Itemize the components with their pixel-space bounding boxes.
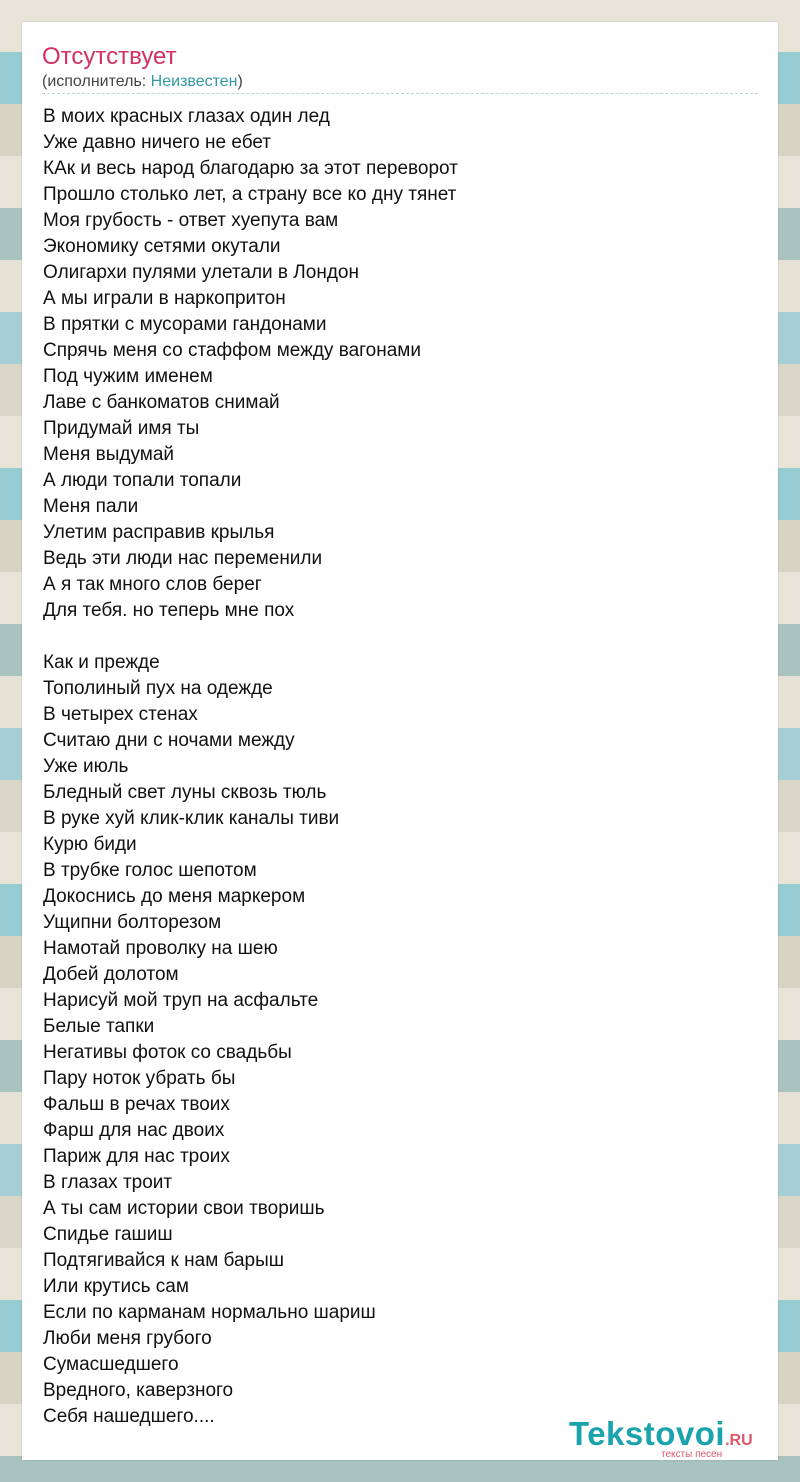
lyric-line: В руке хуй клик-клик каналы тиви: [43, 808, 340, 829]
lyric-line: Докоснись до меня маркером: [43, 886, 306, 907]
lyric-line: Или крутись сам: [43, 1276, 189, 1297]
stanza-break: [43, 624, 743, 650]
logo-tagline: тексты песен: [661, 1449, 723, 1460]
lyric-line: Как и прежде: [43, 652, 160, 673]
lyric-line: Лаве с банкоматов снимай: [43, 392, 280, 413]
lyric-line: Нарисуй мой труп на асфальте: [43, 990, 319, 1011]
lyric-line: Под чужим именем: [43, 366, 213, 387]
lyric-line: А люди топали топали: [43, 470, 242, 491]
lyric-line: Фарш для нас двоих: [43, 1120, 225, 1141]
lyric-line: Сумасшедшего: [43, 1354, 179, 1375]
lyrics-text: [43, 104, 743, 1430]
title-divider: [42, 93, 758, 94]
lyric-line: Курю биди: [43, 834, 137, 855]
lyric-line: Ведь эти люди нас переменили: [43, 548, 323, 569]
lyric-line: Тополиный пух на одежде: [43, 678, 273, 699]
logo-domain: .RU: [725, 1432, 753, 1449]
artist-line: [42, 72, 243, 92]
lyric-line: Моя грубость - ответ хуепута вам: [43, 210, 339, 231]
lyric-line: В глазах троит: [43, 1172, 173, 1193]
lyric-line: В трубке голос шепотом: [43, 860, 257, 881]
lyric-line: Если по карманам нормально шариш: [43, 1302, 376, 1323]
lyric-line: Намотай проволку на шею: [43, 938, 278, 959]
lyric-line: КАк и весь народ благодарю за этот переворот: [43, 158, 458, 179]
logo-main-text: Tekstovoi: [569, 1415, 726, 1452]
lyric-line: Негативы фоток со свадьбы: [43, 1042, 292, 1063]
lyric-line: В моих красных глазах один лед: [43, 106, 330, 127]
lyric-line: Белые тапки: [43, 1016, 155, 1037]
lyric-line: В прятки с мусорами гандонами: [43, 314, 327, 335]
lyric-line: Прошло столько лет, а страну все ко дну тянет: [43, 184, 457, 205]
lyric-line: Добей долотом: [43, 964, 179, 985]
lyric-line: Придумай имя ты: [43, 418, 200, 439]
lyric-line: Для тебя. но теперь мне пох: [43, 600, 295, 621]
lyric-line: Подтягивайся к нам барыш: [43, 1250, 285, 1271]
lyric-line: Меня выдумай: [43, 444, 175, 465]
artist-suffix: ): [237, 73, 243, 90]
artist-prefix: (исполнитель:: [42, 73, 151, 90]
lyric-line: Себя нашедшего....: [43, 1406, 215, 1427]
lyric-line: Вредного, каверзного: [43, 1380, 234, 1401]
song-title: Отсутствует: [42, 43, 177, 70]
lyric-line: А мы играли в наркопритон: [43, 288, 286, 309]
lyric-line: Пару ноток убрать бы: [43, 1068, 236, 1089]
lyric-line: Олигархи пулями улетали в Лондон: [43, 262, 359, 283]
lyric-line: Меня пали: [43, 496, 139, 517]
lyric-line: Уже давно ничего не ебет: [43, 132, 272, 153]
lyric-line: Париж для нас троих: [43, 1146, 230, 1167]
lyric-line: Ущипни болторезом: [43, 912, 222, 933]
lyric-line: В четырех стенах: [43, 704, 198, 725]
lyric-line: Считаю дни с ночами между: [43, 730, 295, 751]
lyric-line: Уже июль: [43, 756, 129, 777]
lyric-line: Экономику сетями окутали: [43, 236, 281, 257]
lyric-line: Люби меня грубого: [43, 1328, 212, 1349]
lyric-line: Бледный свет луны сквозь тюль: [43, 782, 327, 803]
lyric-line: А я так много слов берег: [43, 574, 262, 595]
lyric-line: Улетим расправив крылья: [43, 522, 275, 543]
lyrics-card: [22, 22, 778, 1460]
lyric-line: А ты сам истории свои творишь: [43, 1198, 325, 1219]
lyric-line: Фальш в речах твоих: [43, 1094, 230, 1115]
artist-link[interactable]: Неизвестен: [150, 73, 238, 90]
lyric-line: Спрячь меня со стаффом между вагонами: [43, 340, 421, 361]
lyric-line: Спидье гашиш: [43, 1224, 173, 1245]
tekstovoi-logo[interactable]: [569, 1416, 774, 1460]
